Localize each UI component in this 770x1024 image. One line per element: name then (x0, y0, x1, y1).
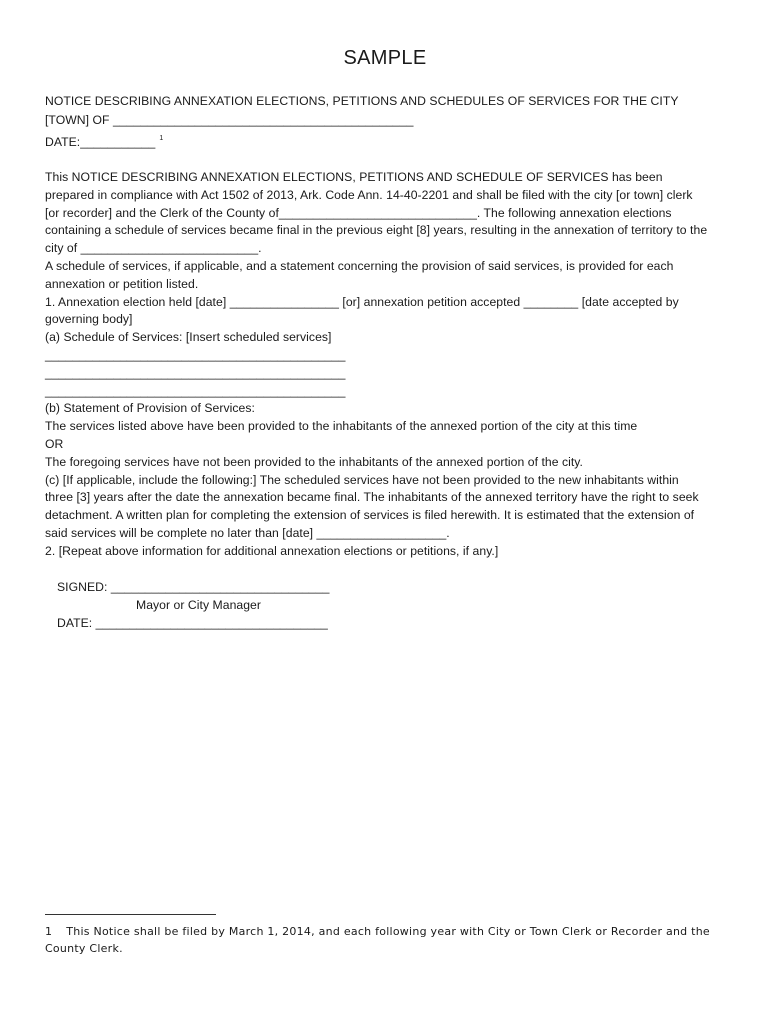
footnote-line-2: County Clerk. (45, 942, 123, 955)
footnote-text: This Notice shall be filed by March 1, 2014, and each following year with City or Town Clerk or Recorder and the (66, 925, 710, 938)
signature-date-line: DATE: __________________________________ (57, 616, 328, 630)
body-line: A schedule of services, if applicable, and a statement concerning the provision of said services, is provided for each (45, 259, 674, 273)
body-line: (b) Statement of Provision of Services: (45, 401, 255, 415)
body-line: (a) Schedule of Services: [Insert scheduled services] (45, 330, 332, 344)
body-line: prepared in compliance with Act 1502 of 2013, Ark. Code Ann. 14-40-2201 and shall be filed with the city [or town] clerk (45, 188, 693, 202)
body-line: 2. [Repeat above information for additional annexation elections or petitions, if any.] (45, 544, 499, 558)
body-line: OR (45, 437, 64, 451)
notice-date-line (45, 130, 163, 152)
body-line: The foregoing services have not been provided to the inhabitants of the annexed portion of the city. (45, 455, 583, 469)
body-line: This NOTICE DESCRIBING ANNEXATION ELECTIONS, PETITIONS AND SCHEDULE OF SERVICES has been (45, 170, 663, 184)
signer-role: Mayor or City Manager (136, 598, 261, 612)
body-line: (c) [If applicable, include the following:] The scheduled services have not been provided to the new inhabitants within (45, 473, 679, 487)
notice-date-field: DATE:___________ (45, 135, 156, 149)
body-line: annexation or petition listed. (45, 277, 199, 291)
footnote-reference: 1 (159, 135, 164, 142)
body-line: [or recorder] and the Clerk of the County of_____________________________. The following annexation elections (45, 206, 672, 220)
schedule-blank-line: ____________________________________________ (45, 384, 346, 398)
schedule-blank-line: ____________________________________________ (45, 348, 346, 362)
footnote-line-1 (45, 924, 725, 941)
body-line: The services listed above have been provided to the inhabitants of the annexed portion of the city at this time (45, 419, 638, 433)
footnote-number: 1 (45, 925, 53, 938)
page-title: SAMPLE (343, 47, 427, 69)
body-line: 1. Annexation election held [date] ________________ [or] annexation petition accepted ________ [date accepted by (45, 295, 679, 309)
notice-heading-line-1: NOTICE DESCRIBING ANNEXATION ELECTIONS, PETITIONS AND SCHEDULES OF SERVICES FOR THE CITY (45, 94, 679, 108)
body-line: said services will be complete no later than [date] ___________________. (45, 526, 450, 540)
schedule-blank-line: ____________________________________________ (45, 366, 346, 380)
signed-line: SIGNED: ________________________________ (57, 580, 330, 594)
body-line: containing a schedule of services became final in the previous eight [8] years, resulting in the annexation of territory to the (45, 223, 708, 237)
body-line: detachment. A written plan for completing the extension of services is filed herewith. It is estimated that the extension of (45, 508, 695, 522)
body-line: city of __________________________. (45, 241, 262, 255)
body-line: three [3] years after the date the annexation became final. The inhabitants of the annexed territory have the right to seek (45, 490, 699, 504)
notice-heading-line-2: [TOWN] OF ____________________________________________ (45, 113, 414, 127)
footnote-separator (45, 914, 216, 915)
body-line: governing body] (45, 312, 133, 326)
